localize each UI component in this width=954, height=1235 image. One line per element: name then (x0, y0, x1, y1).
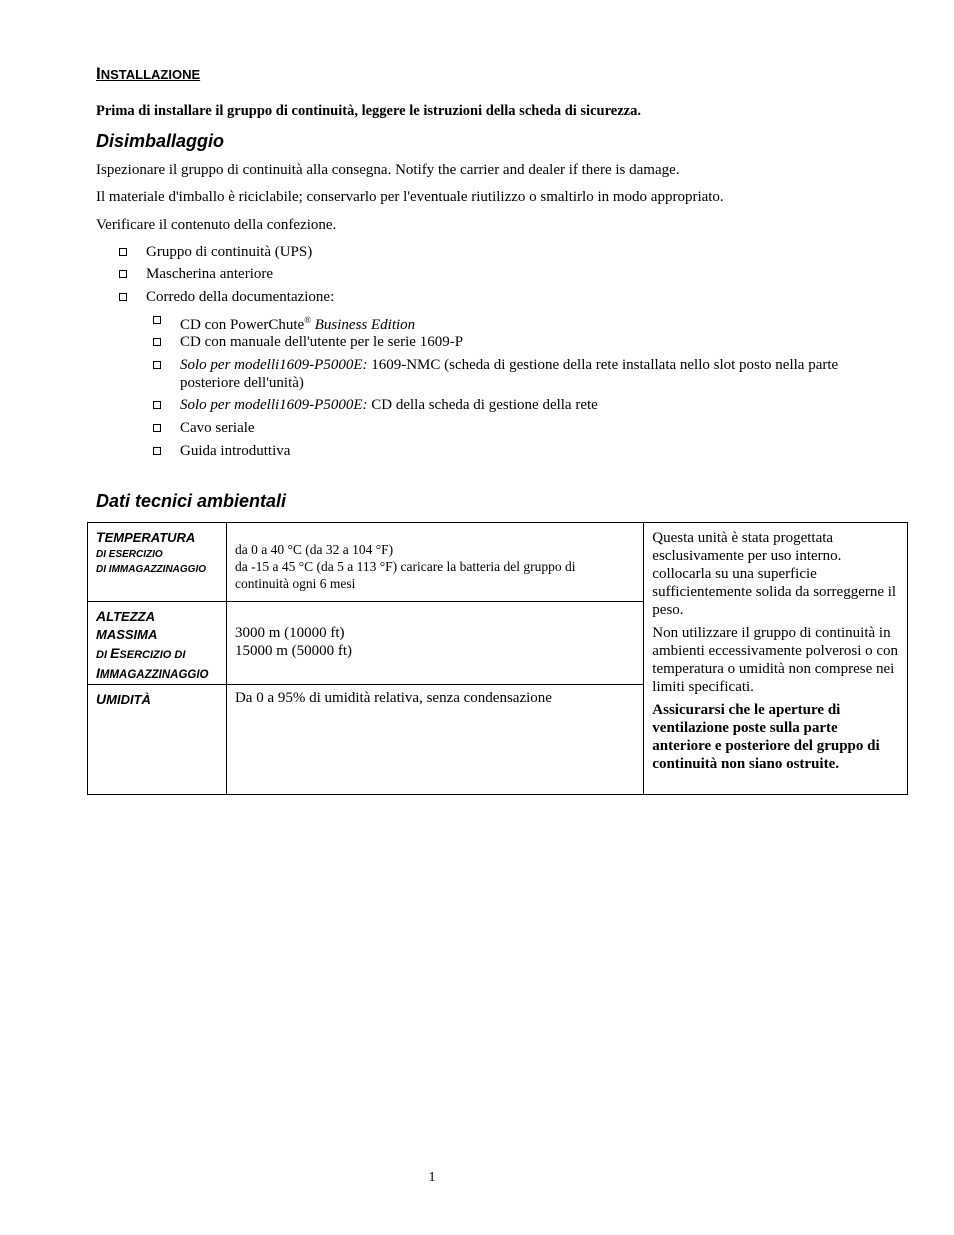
checkbox-bullet-icon (153, 361, 161, 369)
subheading-environmental: Dati tecnici ambientali (96, 491, 287, 511)
page-number: 1 (428, 1170, 436, 1185)
value-altitude: 3000 m (10000 ft) 15000 m (50000 ft) (226, 602, 643, 685)
value-temperature: da 0 a 40 °C (da 32 a 104 °F) da -15 a 45 °C (da 5 a 113 °F) caricare la batteria del gruppo di continuità ogni 6 mesi (226, 523, 643, 602)
checkbox-bullet-icon (153, 424, 161, 432)
label-altitude: ALTEZZA MASSIMA DI ESERCIZIO DI IMMAGAZZINAGGIO (88, 602, 227, 685)
label-temperature: TEMPERATURA DI ESERCIZIO DI IMMAGAZZINAGGIO (88, 523, 227, 602)
checkbox-bullet-icon (119, 293, 127, 301)
checkbox-bullet-icon (119, 248, 127, 256)
table-row (88, 523, 908, 602)
environmental-specs-table (87, 522, 908, 795)
checkbox-bullet-icon (153, 447, 161, 455)
checkbox-bullet-icon (153, 316, 161, 324)
checkbox-bullet-icon (153, 401, 161, 409)
checkbox-bullet-icon (153, 338, 161, 346)
section-heading: INSTALLAZIONE (96, 64, 201, 83)
paragraph-recycle: Il materiale d'imballo è riciclabile; conservarlo per l'eventuale riutilizzo o smaltirlo in modo appropriato. (96, 189, 724, 205)
safety-notice: Prima di installare il gruppo di continuità, leggere le istruzioni della scheda di sicurezza. (96, 103, 641, 119)
value-humidity: Da 0 a 95% di umidità relativa, senza condensazione (226, 685, 643, 795)
subheading-unpacking: Disimballaggio (96, 131, 225, 151)
label-humidity: UMIDITÀ (88, 685, 227, 795)
notes-cell: Questa unità è stata progettata esclusivamente per uso interno. collocarla su una superficie sufficientemente solida da sorreggerne il peso. Non utilizzare il gruppo di continuità in ambienti eccessivamente polverosi o con temperatura o umidità non comprese nei limiti specificati. Assicurarsi che le aperture di ventilazione poste sulla parte anteriore e posteriore del gruppo di continuità non siano ostruite. (644, 523, 908, 795)
checkbox-bullet-icon (119, 270, 127, 278)
paragraph-verify: Verificare il contenuto della confezione. (96, 217, 337, 233)
paragraph-inspect: Ispezionare il gruppo di continuità alla consegna. Notify the carrier and dealer if there is damage. (96, 162, 680, 178)
